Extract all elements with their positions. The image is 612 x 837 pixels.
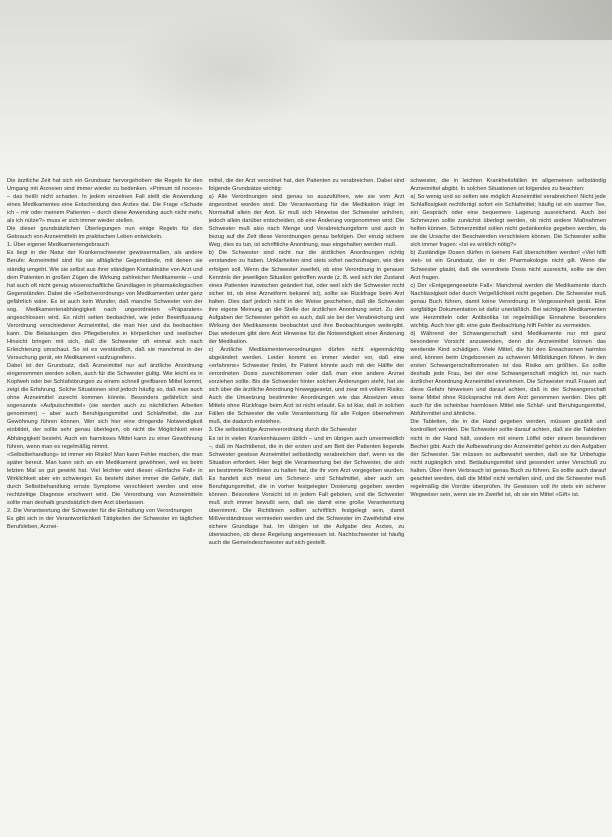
section-heading: 3. Die selbständige Arzneiverordnung durch die Schwester xyxy=(208,427,357,434)
paragraph: a) So wenig und so selten wie möglich Arzneimittel verabreichen! Nicht jede Schlaflosigkeit rechtfertigt sofort ein Schlafmittel; häufig ist ein warmer Tee, ein Gespräch oder eine bequemere Lagerung ausreichend. Auch bei Schmerzen sollte zunächst überlegt werden, ob nicht andere Maßnahmen helfen können. Schmerzmittel sollen nicht gedankenlos gegeben werden, da sie die Ursache der Beschwerden verschleiern können. Die Schwester sollte sich immer fragen: «Ist es wirklich nötig?» xyxy=(410,194,606,249)
photo-header-band xyxy=(0,0,612,180)
paragraph: b) Zuständige Dosen dürfen in keinem Fall überschritten werden! «Viel hilft viel» ist ein Grundsatz, der in der Pharmakologie nicht gilt. Wenn die Schwester glaubt, daß die verordnete Dosis nicht ausreicht, sollte sie den Arzt fragen. xyxy=(410,250,606,281)
paragraph: b) Die Schwester sind nicht nur die ärztlichen Anordnungen richtig verstanden zu haben. Unklarheiten sind stets sofort nachzufragen, wie dies erfolgen soll. Wenn die Schwester zweifelt, ob eine Verordnung in genauer Kenntnis der jeweiligen Situation getroffen wurde (z. B. weil sich der Zustand eines Patienten inzwischen geändert hat, oder weil sich die Schwester nicht sicher ist, ob eine Arzneiform bekannt ist), sollte sie Rückfrage beim Arzt halten. Dies darf jedoch nicht in der Weise geschehen, daß die Schwester ihre eigene Meinung an die Stelle der ärztlichen Anordnung setzt. Zu den Aufgaben der Schwester gehört es auch, daß sie bei der Verabreichung und Wirkung der Medikamente beobachtet und ihre Beobachtungen weitergibt. Das wiederum gibt dem Arzt Hinweise für die Notwendigkeit einer Änderung der Medikation. xyxy=(208,250,405,345)
paragraph: schwester, die in leichten Krankheitsfällen im allgemeinen selbständig Arzneimittel abgibt. In solchen Situationen ist folgendes zu beachten: xyxy=(410,178,606,193)
paragraph: Die dieser grundsätzlichen Überlegungen nun einige Regeln für den Gebrauch von Arzneimitteln im praktischen Leben entwickeln. xyxy=(7,226,203,241)
paragraph: mittel, die der Arzt verordnet hat, den Patienten zu verabreichen. Dabei sind folgende Grundsätze wichtig: xyxy=(208,178,405,193)
paragraph: Es gibt sich in der Verantwortlichkeit Tätigkeiten der Schwester im täglichen Berufsleben, Arznei- xyxy=(7,515,203,531)
paragraph: «Selbstbehandlung» ist immer ein Risiko! Man kann Fehler machen, die man später bereut. Man kann sich an ein Medikament gewöhnen, weil es beim letzten Mal so gut gewirkt hat. Viel leichter wird dieser «Einfache Fall» in Wirklichkeit aber ein schwieriger. Es besteht daher immer die Gefahr, daß durch Selbstbehandlung ernste Symptome verschleiert werden und eine rechtzeitige Diagnose erschwert wird. Die Verordnung von Arzneimitteln sollte man deshalb grundsätzlich dem Arzt überlassen. xyxy=(7,451,203,506)
paragraph: Es ist in vielen Krankenhäusern üblich – und im übrigen auch unvermeidlich –, daß im Nachtdienst, die in der ersten und am Bett der Patienten liegende Schwester gewisse Arzneimittel selbständig verabreichen darf, wenn es die Situation erfordert. Hier liegt die Verantwortung bei der Schwester, die sich an bestimmte Richtlinien zu halten hat, die ihr vom Arzt vorgegeben wurden. Es handelt sich meist um Schmerz- und Schlafmittel, aber auch um Beruhigungsmittel, die in vorher festgelegter Dosierung gegeben werden können. Besondere Vorsicht ist in jedem Fall geboten, und die Schwester muß sich immer bewußt sein, daß sie damit eine große Verantwortung übernimmt. Die Richtlinien sollten schriftlich festgelegt sein, damit Mißverständnisse vermieden werden und die Schwester im Zweifelsfall eine sichere Grundlage hat. Im übrigen ist die Aufgabe des Arztes, zu überwachen, ob diese Regelung angemessen ist. Nachtschwester ist häufig auch die Gemeindeschwester auf sich gestellt. xyxy=(208,435,405,547)
paragraph: Es liegt in der Natur der Krankenschwester gewissermaßen, als andere Berufe: Arzneimittel sind für sie alltägliche Gegenstände, mit denen sie ständig umgeht. Wie sie selbst aus ihrer ständigen Kontaktnähe von Arzt und dem Patienten in großen Zügen die Wirkung zahlreicher Medikamente – und hat auch oft nicht genug wissenschaftliche Grundlagen in pharmakologischen Gegenständen. Dabei die «Selbstverordnung» von Medikamenten unter ganz gefährlich wäre. Es ist auch kein Wunder, daß manche Schwester von der sog. Medikamentenabhängigkeit nach ungeordneten «Präparaten» angeschlossen wird. Es nicht selten beobachtet, wie jeder Beeinflussung Verordnung verschiedener Arzneimittel, die man hier und da beobachten kann. Die Belastungen des Pflegeberufes in körperlicher und seelischer Hinsicht bringen mit sich, daß die Schwester oft einmal sich nach Erleichterung umschaut. So ist es verständlich, daß sie manchmal in der Versuchung gerät, ein Medikament «aufzugreifen». xyxy=(7,250,203,362)
section-heading: 1. Über eigener Medikamentengebrauch xyxy=(7,242,109,249)
paragraph: d) Während der Schwangerschaft sind Medikamente nur mit ganz besonderer Vorsicht anzuwenden, denn die Arzneimittel können das werdende Kind schädigen. Viele Mittel, die für den Erwachsenen harmlos sind, können beim Ungeborenen zu schweren Mißbildungen führen. In den ersten Schwangerschaftsmonaten ist das Risiko am größten. Es sollte deshalb jede Frau, bei der eine Schwangerschaft möglich ist, nur nach ärztlicher Anordnung Arzneimittel einnehmen. Die Schwester muß Frauen auf diese Gefahr hinweisen und darauf achten, daß in der Schwangerschaft keine Mittel ohne Rücksprache mit dem Arzt genommen werden. Dies gilt auch für die scheinbar harmlosen Mittel wie Schlaf- und Beruhigungsmittel, Abführmittel und ähnliche. xyxy=(410,330,606,418)
text-column-middle xyxy=(209,177,405,827)
text-column-left xyxy=(6,177,203,827)
paragraph: c) Ärztliche Medikamentenverordnungen dürfen nicht eigenmächtig abgeändert werden. Leider kommt es immer wieder vor, daß eine «erfahrene» Schwester findet, ihr Patient könnte auch mit der Hälfte der verordneten Dosis zurechtkommen oder daß man eine andere Arznei vorziehen sollte. Bis die Schwester hinter solchen Änderungen steht, hat sie sich über die ärztliche Anordnung hinweggesetzt, und zwar mit vollem Risiko. Auch die Umsetzung bestimmter Anordnungen wie das Absetzen eines Mittels ohne Rückfrage beim Arzt ist nicht erlaubt. Es ist klar, daß in solchen Fällen die Schwester die volle Verantwortung für alle Folgen übernehmen muß, die dadurch entstehen. xyxy=(208,346,405,426)
paragraph: Dabei ist der Grundsatz, daß Arzneimittel nur auf ärztliche Anordnung eingenommen werden sollen, auch für die Schwester gültig. Wie leicht es in Kopfweh oder bei Schlafstörungen zu einem schnell greifbaren Mittel kommt, zeigt die Erfahrung. Solche Situationen sind jedoch häufig so, daß man auch ohne Arzneimittel zurecht kommen könnte. Besonders gefährlich sind sogenannte «Aufputschmittel» (sie werden auch zu nächtlichen Arbeiten genommen) – aber auch Beruhigungsmittel und Schlafmittel, die zur Gewöhnung führen können. Wer sich hier eine dringende Notwendigkeit einbildet, der sollte sehr genau überlegen, ob nicht die Möglichkeit einer Abhängigkeit besteht. Auch ein harmloses Mittel kann zu einer Gewöhnung führen, wenn man es regelmäßig nimmt. xyxy=(7,363,203,450)
paragraph: a) Alle Verordnungen sind genau so auszuführen, wie sie vom Arzt angeordnet worden sind. Die Verantwortung für die Medikation trägt im Normalfall allein der Arzt. Er muß sich Hinweise der Schwester anhören, jedoch allein darüber entscheiden, ob eine Änderung vorgenommen wird. Die Schwester muß also nach Menge und Verabreichungsform und auch in bezug auf die Zeit diese Verordnungen genau befolgen. Der einzig sichere Weg, dies zu tun, ist schriftliche Anordnung, was eingehalten werden muß. xyxy=(208,194,405,249)
paragraph: c) Der «Entgegengesetzte Fall»: Manchmal werden die Medikamente durch Nachlässigkeit oder durch Vergeßlichkeit nicht gegeben. Die Schwester muß genau Buch führen, damit keine Verordnung in Vergessenheit gerät. Eine sorgfältige Dokumentation ist dafür unerläßlich. Bei wichtigen Medikamenten wie Herzmitteln oder Antibiotika ist regelmäßige Einnahme besonders wichtig. Auch hier gilt: eine gute Beobachtung hilft Fehler zu vermeiden. xyxy=(410,282,606,329)
article-columns xyxy=(6,177,606,827)
text-column-right xyxy=(410,177,606,827)
paragraph: Die ärztliche Zeit hat sich ein Grundsatz hervorgehoben: die Regeln für den Umgang mit Arzneien sind immer wieder zu bedenken. «Primum nil nocere» – das heißt nicht schaden. In jedem einzelnen Fall stellt die Anwendung eines Medikamentes eine Entscheidung des Arztes dar. Die Frage «Schade ich – mir oder meinem Patienten – durch diese Anwendung auch nicht mehr, als ich nütze?» muss er sich immer wieder stellen. xyxy=(7,178,203,225)
paragraph: Die Tabletten, die in die Hand gegeben werden, müssen gezählt und kontrolliert werden. Die Schwester sollte darauf achten, daß sie die Tabletten nicht in der Hand hält, sondern mit einem Löffel oder einem besonderen Becher gibt. Auch die Aufbewahrung der Arzneimittel gehört zu den Aufgaben der Schwester. Sie müssen so aufbewahrt werden, daß sie für Unbefugte nicht zugänglich sind. Betäubungsmittel sind gesondert unter Verschluß zu halten. Über ihren Verbrauch ist genau Buch zu führen. Es sollte auch darauf geachtet werden, daß die Mittel nicht verfallen sind, und die Schwester muß regelmäßig die Vorräte überprüfen. Ihr Gewissen soll ihr stets ein sicherer Wegweiser sein, wenn sie im Zweifel ist, ob sie ein Mittel «Gift» ist. xyxy=(410,419,606,498)
section-heading: 2. Die Verantwortung der Schwester für die Einhaltung von Verordnungen xyxy=(7,507,193,514)
